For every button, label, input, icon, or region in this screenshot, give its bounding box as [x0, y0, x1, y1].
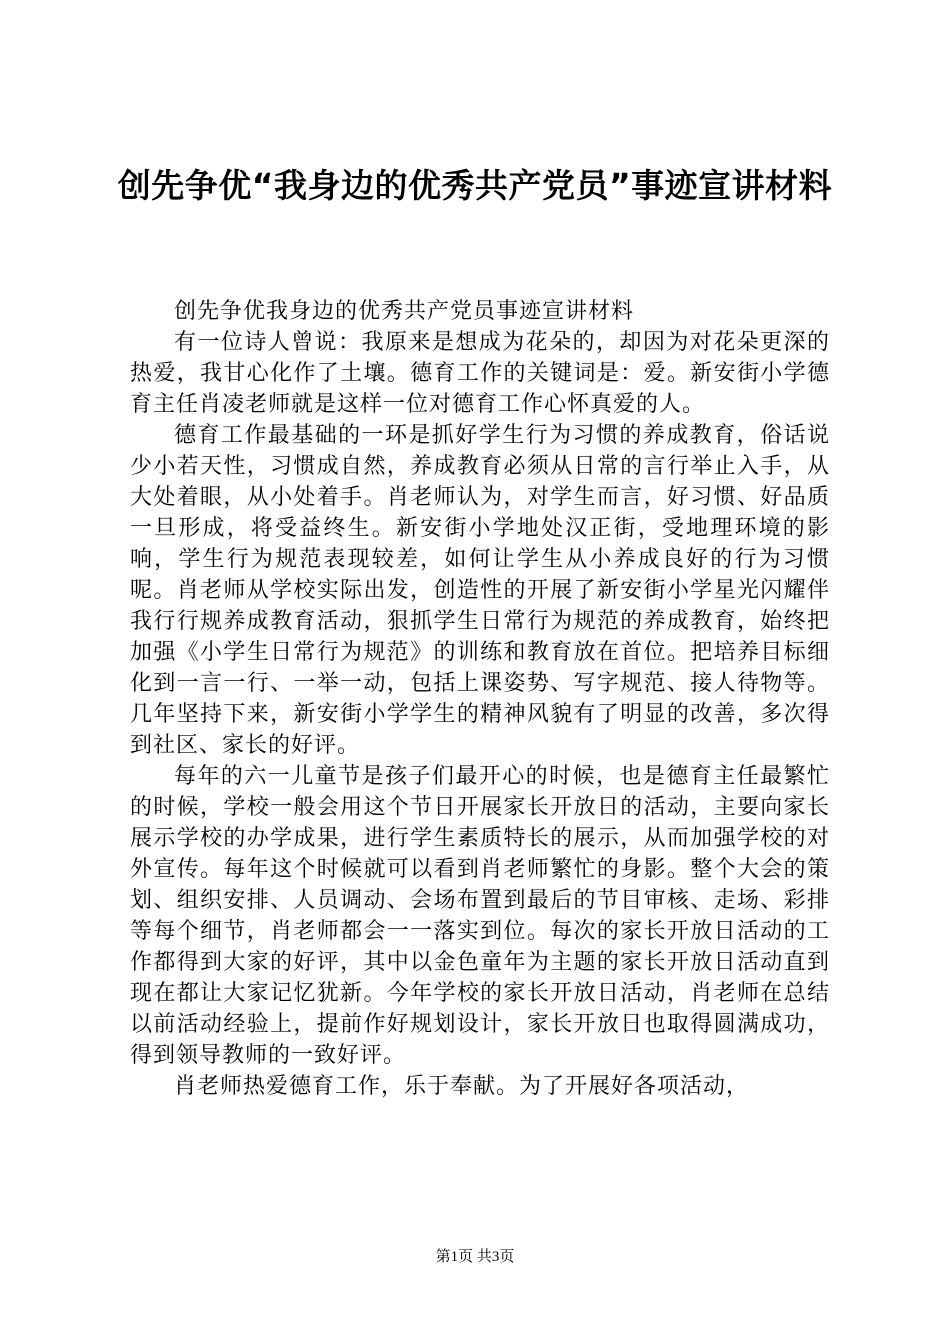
page-number: 第1页 共3页: [435, 1249, 515, 1265]
paragraph: 肖老师热爱德育工作，乐于奉献。为了开展好各项活动，: [174, 1074, 750, 1099]
document-title: 创先争优“我身边的优秀共产党员”事迹宣讲材料: [117, 166, 833, 205]
paragraph: 创先争优我身边的优秀共产党员事迹宣讲材料: [174, 299, 635, 324]
paragraph: 德育工作最基础的一环是抓好学生行为习惯的养成教育，俗话说少小若天性，习惯成自然，养成教育必须从日常的言行举止入手，从大处着眼，从小处着手。肖老师认为，对学生而言，好习惯、好品质一旦形成，将受益终生。新安街小学地处汉正街，受地理环境的影响，学生行为规范表现较差，如何让学生从小养成良好的行为习惯呢。肖老师从学校实际出发，创造性的开展了新安街小学星光闪耀伴我行行规养成教育活动，狠抓学生日常行为规范的养成教育，始终把加强《小学生日常行为规范》的训练和教育放在首位。把培养目标细化到一言一行、一举一动，包括上课姿势、写字规范、接人待物等。几年坚持下来，新安街小学学生的精神风貌有了明显的改善，多次得到社区、家长的好评。: [130, 423, 830, 758]
paragraph: 有一位诗人曾说：我原来是想成为花朵的，却因为对花朵更深的热爱，我甘心化作了土壤。德育工作的关键词是：爱。新安街小学德育主任肖凌老师就是这样一位对德育工作心怀真爱的人。: [130, 330, 830, 417]
document-body: [130, 296, 830, 1102]
paragraph: 每年的六一儿童节是孩子们最开心的时候，也是德育主任最繁忙的时候，学校一般会用这个节日开展家长开放日的活动，主要向家长展示学校的办学成果，进行学生素质特长的展示，从而加强学校的对外宣传。每年这个时候就可以看到肖老师繁忙的身影。整个大会的策划、组织安排、人员调动、会场布置到最后的节目审核、走场、彩排等每个细节，肖老师都会一一落实到位。每次的家长开放日活动的工作都得到大家的好评，其中以金色童年为主题的家长开放日活动直到现在都让大家记忆犹新。今年学校的家长开放日活动，肖老师在总结以前活动经验上，提前作好规划设计，家长开放日也取得圆满成功，得到领导教师的一致好评。: [130, 764, 830, 1068]
